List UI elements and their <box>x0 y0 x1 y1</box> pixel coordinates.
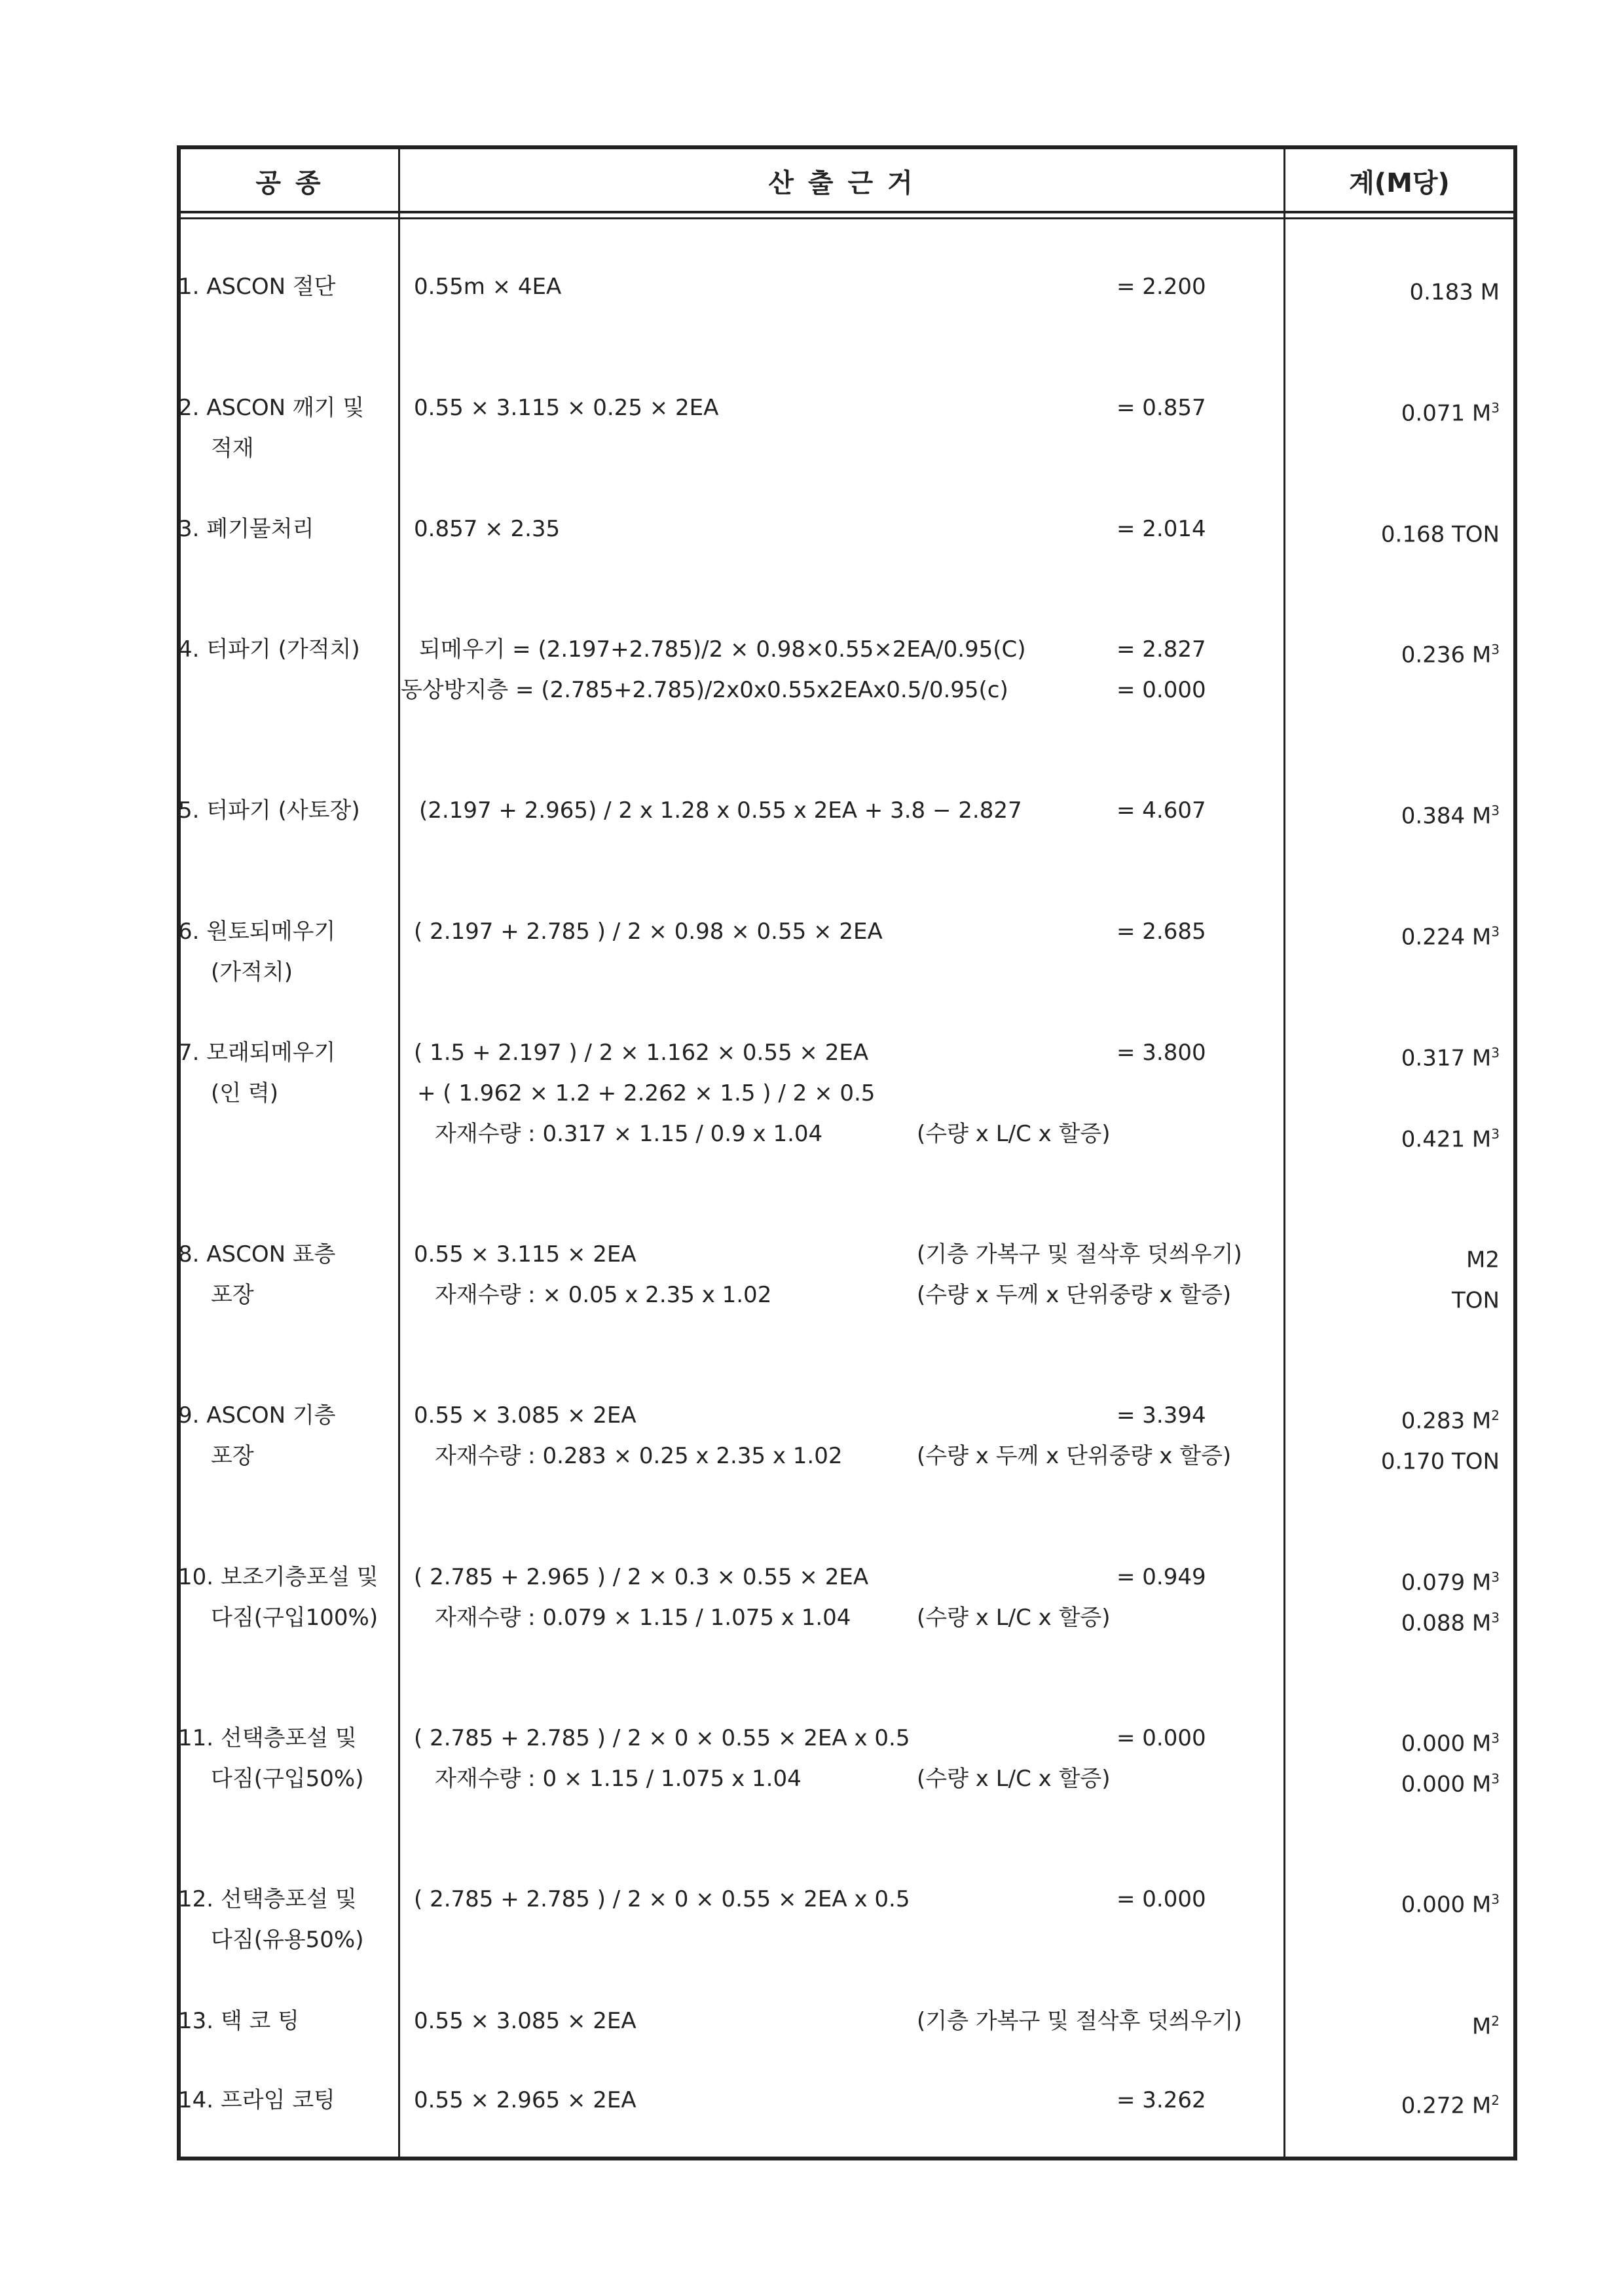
total-value: 0.421 <box>1401 1126 1466 1153</box>
calc-expression: 자재수량 : 0.079 × 1.15 / 1.075 x 1.04 <box>435 1605 851 1631</box>
calc-expression: 동상방지층 = (2.785+2.785)/2x0x0.55x2EAx0.5/0.95(c) <box>401 677 1008 703</box>
total-value: 0.000 <box>1401 1730 1466 1757</box>
total-unit-exponent: 3 <box>1491 400 1500 416</box>
row-name: 12. 선택층포설 및 <box>178 1886 357 1912</box>
row-name: 7. 모래되메우기 <box>178 1040 336 1066</box>
calc-expression: ( 1.5 + 2.197 ) / 2 × 1.162 × 0.55 × 2EA <box>414 1040 869 1066</box>
calc-result: = 3.262 <box>1116 2087 1206 2113</box>
total-value: 0.088 <box>1401 1610 1466 1637</box>
table-frame <box>177 145 1517 2160</box>
row-name: 포장 <box>211 1282 254 1308</box>
row-name: 4. 터파기 (가적치) <box>178 636 360 663</box>
column-divider-2 <box>1283 145 1285 2160</box>
calc-result: = 0.000 <box>1116 1886 1206 1912</box>
calc-expression: 자재수량 : 0 × 1.15 / 1.075 x 1.04 <box>435 1766 802 1792</box>
total-value: 0.168 <box>1380 521 1445 548</box>
header-calculation-basis: 산 출 근 거 <box>768 168 915 198</box>
total-unit: M <box>1471 642 1492 668</box>
total-unit: M <box>1471 1771 1492 1798</box>
calc-expression: 0.55 × 2.965 × 2EA <box>414 2087 637 2113</box>
total-unit: M2 <box>1466 1247 1500 1273</box>
total-unit: TON <box>1452 1448 1500 1475</box>
calc-note: (수량 x L/C x 할증) <box>917 1605 1111 1631</box>
calc-expression: 자재수량 : 0.317 × 1.15 / 0.9 x 1.04 <box>435 1121 823 1147</box>
calc-expression: 0.55 × 3.085 × 2EA <box>414 1402 637 1429</box>
total-unit-exponent: 3 <box>1491 1771 1500 1787</box>
row-total <box>1401 1605 1500 1636</box>
calc-result: = 2.827 <box>1116 636 1206 663</box>
row-total <box>1401 797 1500 829</box>
row-total <box>1452 1282 1500 1313</box>
row-name: 2. ASCON 깨기 및 <box>178 395 365 421</box>
calc-result: = 0.857 <box>1116 395 1206 421</box>
total-unit-exponent: 3 <box>1491 1126 1500 1142</box>
row-name: 1. ASCON 절단 <box>178 274 336 300</box>
calc-note: (기층 가복구 및 절삭후 덧씌우기) <box>917 1241 1242 1267</box>
total-unit: M <box>1471 1610 1492 1637</box>
calc-result: = 3.394 <box>1116 1402 1206 1429</box>
header-divider <box>177 211 1517 213</box>
total-unit: M <box>1471 924 1492 951</box>
total-unit: M <box>1471 1569 1492 1596</box>
row-name: 적재 <box>211 435 254 462</box>
row-name: 3. 폐기물처리 <box>178 516 314 542</box>
row-total <box>1401 1040 1500 1071</box>
calc-expression: (2.197 + 2.965) / 2 x 1.28 x 0.55 x 2EA + 3.8 − 2.827 <box>419 797 1022 824</box>
total-unit-exponent: 3 <box>1491 1045 1500 1061</box>
column-divider-1 <box>398 145 400 2160</box>
header-divider-double <box>177 217 1517 219</box>
calc-result: = 2.685 <box>1116 919 1206 945</box>
calc-expression: 0.55m × 4EA <box>414 274 562 300</box>
total-value: 0.183 <box>1409 279 1473 306</box>
row-total <box>1401 1564 1500 1595</box>
calc-result: = 2.014 <box>1116 516 1206 542</box>
calc-expression: ( 2.785 + 2.785 ) / 2 × 0 × 0.55 × 2EA x 0.5 <box>414 1725 910 1751</box>
row-total <box>1401 1121 1500 1152</box>
total-unit: M <box>1480 279 1500 306</box>
calc-result: = 4.607 <box>1116 797 1206 824</box>
row-name: 13. 택 코 팅 <box>178 2008 300 2034</box>
calc-note: (수량 x 두께 x 단위중량 x 할증) <box>917 1443 1232 1469</box>
total-unit-exponent: 3 <box>1491 1569 1500 1585</box>
row-name: 포장 <box>211 1443 254 1469</box>
total-value: 0.224 <box>1401 924 1466 951</box>
total-value: 0.236 <box>1401 642 1466 668</box>
calc-result: = 0.949 <box>1116 1564 1206 1590</box>
calc-expression: 자재수량 : × 0.05 x 2.35 x 1.02 <box>435 1282 772 1308</box>
row-total <box>1410 274 1500 305</box>
calc-expression: ( 2.197 + 2.785 ) / 2 × 0.98 × 0.55 × 2EA <box>414 919 883 945</box>
calc-result: = 3.800 <box>1116 1040 1206 1066</box>
total-unit: M <box>1471 2013 1492 2040</box>
total-value: 0.317 <box>1401 1045 1466 1072</box>
row-name: 다짐(유용50%) <box>211 1927 364 1953</box>
total-unit-exponent: 3 <box>1491 924 1500 939</box>
row-name: 다짐(구입50%) <box>211 1766 364 1792</box>
row-total <box>1472 2008 1500 2039</box>
row-total <box>1401 1886 1500 1918</box>
total-unit: M <box>1471 1126 1492 1153</box>
row-name: 11. 선택층포설 및 <box>178 1725 357 1751</box>
total-value: 0.283 <box>1401 1408 1466 1434</box>
total-value: 0.170 <box>1380 1448 1445 1475</box>
row-total <box>1401 1402 1500 1434</box>
total-value: 0.272 <box>1401 2092 1466 2119</box>
row-total <box>1466 1241 1500 1273</box>
row-total <box>1401 1725 1500 1757</box>
row-total <box>1401 1766 1500 1797</box>
total-unit: M <box>1471 1730 1492 1757</box>
header-work-type: 공 종 <box>255 168 323 198</box>
total-unit: M <box>1471 803 1492 829</box>
row-name: 14. 프라임 코팅 <box>178 2087 335 2113</box>
calc-expression: ( 2.785 + 2.965 ) / 2 × 0.3 × 0.55 × 2EA <box>414 1564 869 1590</box>
calc-result: = 0.000 <box>1116 677 1206 703</box>
row-total <box>1401 636 1500 668</box>
total-unit: M <box>1471 1045 1492 1072</box>
row-name: (가적치) <box>211 959 293 985</box>
total-unit: TON <box>1452 521 1500 548</box>
calc-expression: 자재수량 : 0.283 × 0.25 x 2.35 x 1.02 <box>435 1443 843 1469</box>
total-value: 0.000 <box>1401 1771 1466 1798</box>
row-name: 5. 터파기 (사토장) <box>178 797 360 824</box>
calc-expression: + ( 1.962 × 1.2 + 2.262 × 1.5 ) / 2 × 0.5 <box>417 1080 876 1106</box>
calc-expression: 0.55 × 3.115 × 2EA <box>414 1241 637 1267</box>
row-total <box>1401 919 1500 950</box>
row-total <box>1401 2087 1500 2119</box>
calc-note: (수량 x L/C x 할증) <box>917 1121 1111 1147</box>
calc-note: (수량 x L/C x 할증) <box>917 1766 1111 1792</box>
calc-note: (기층 가복구 및 절삭후 덧씌우기) <box>917 2008 1242 2034</box>
total-value: 0.071 <box>1401 400 1466 427</box>
row-name: 8. ASCON 표층 <box>178 1241 336 1267</box>
row-total <box>1401 395 1500 426</box>
total-unit-exponent: 2 <box>1491 2092 1500 2108</box>
total-unit-exponent: 3 <box>1491 1610 1500 1626</box>
row-name: 10. 보조기층포설 및 <box>178 1564 378 1590</box>
total-unit: M <box>1471 1891 1492 1918</box>
row-total <box>1381 516 1500 547</box>
total-value: 0.000 <box>1401 1891 1466 1918</box>
row-name: 9. ASCON 기층 <box>178 1402 336 1429</box>
total-unit-exponent: 3 <box>1491 1730 1500 1746</box>
calc-expression: 0.857 × 2.35 <box>414 516 561 542</box>
total-unit: M <box>1471 1408 1492 1434</box>
total-unit: TON <box>1452 1287 1500 1314</box>
calc-expression: ( 2.785 + 2.785 ) / 2 × 0 × 0.55 × 2EA x 0.5 <box>414 1886 910 1912</box>
calc-expression: 0.55 × 3.115 × 0.25 × 2EA <box>414 395 719 421</box>
total-unit: M <box>1471 2092 1492 2119</box>
header-total-per-m: 계(M당) <box>1349 168 1450 198</box>
total-unit-exponent: 3 <box>1491 803 1500 818</box>
total-unit-exponent: 3 <box>1491 1891 1500 1907</box>
calc-expression: 되메우기 = (2.197+2.785)/2 × 0.98×0.55×2EA/0.95(C) <box>419 636 1026 663</box>
total-value: 0.079 <box>1401 1569 1466 1596</box>
row-total <box>1381 1443 1500 1474</box>
calc-expression: 0.55 × 3.085 × 2EA <box>414 2008 637 2034</box>
total-unit-exponent: 3 <box>1491 642 1500 657</box>
total-unit-exponent: 2 <box>1491 1408 1500 1423</box>
calc-result: = 2.200 <box>1116 274 1206 300</box>
row-name: (인 력) <box>211 1080 279 1106</box>
row-name: 6. 원토되메우기 <box>178 919 336 945</box>
calc-result: = 0.000 <box>1116 1725 1206 1751</box>
total-unit: M <box>1471 400 1492 427</box>
total-unit-exponent: 2 <box>1491 2013 1500 2029</box>
row-name: 다짐(구입100%) <box>211 1605 378 1631</box>
calc-note: (수량 x 두께 x 단위중량 x 할증) <box>917 1282 1232 1308</box>
total-value: 0.384 <box>1401 803 1466 829</box>
